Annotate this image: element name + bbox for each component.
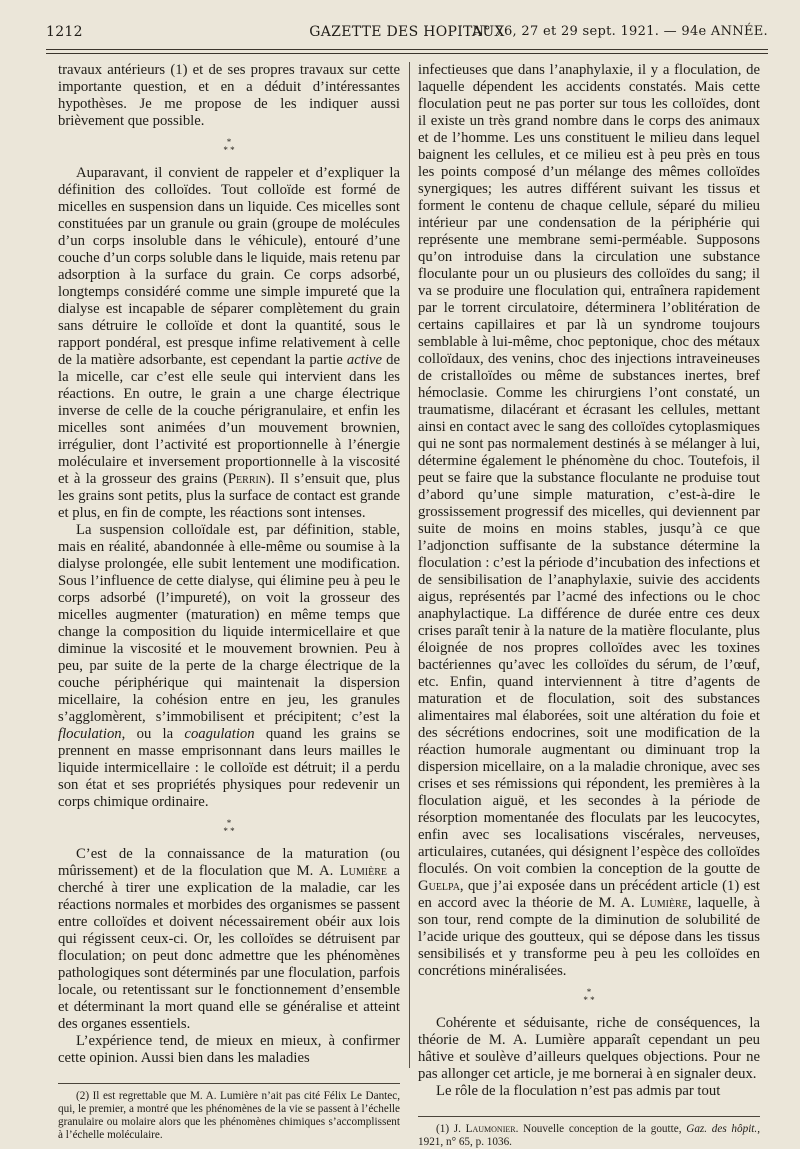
- asterism-bottom: * *: [583, 995, 595, 1005]
- italic-term: coagulation: [184, 726, 255, 742]
- asterism-top: *: [226, 137, 232, 147]
- text-run: , que j’ai exposée dans un précédent article (1) est en accord avec la théorie de M. A.: [418, 878, 760, 911]
- paragraph: L’expérience tend, de mieux en mieux, à confirmer cette opinion. Aussi bien dans les maladies: [58, 1033, 400, 1066]
- author-name: Lumière: [339, 863, 388, 879]
- paragraph: [58, 522, 400, 811]
- footnote-rule: [58, 1083, 400, 1084]
- text-run: La suspension colloïdale est, par définition, stable, mais en réalité, abandonnée à elle-même ou soumise à la dialyse prolongée, elle subit lentement une modification. Sous l’influence de cette dialyse, qui élimine peu à peu le corps adsorbé (l’impureté), on voit la grosseur des micelles augmenter (maturation) en même temps que change la composition du liquide intermicellaire et que diminue la viscosité et le mouvement brownien. Peu à peu, par suite de la perte de la charge électrique de la couche périphérique qui maintenait la dispersion micellaire, la cohésion entre en jeu, les granules s’agglomèrent, s’immobilisent et précipitent; c’est la: [58, 522, 400, 725]
- journal-title: GAZETTE DES HOPITAUX: [309, 24, 505, 40]
- asterism: [418, 988, 760, 1004]
- asterism-bottom: * *: [223, 145, 235, 155]
- page-number: 1212: [46, 24, 83, 40]
- text-run: (1) J.: [436, 1123, 466, 1135]
- journal-abbrev: Gaz. des hôpit.: [686, 1123, 758, 1135]
- author-name: Laumonier: [465, 1123, 516, 1135]
- page-header: [46, 24, 768, 46]
- text-run: de la micelle, car c’est elle seule qui intervient dans les réactions. En outre, le grain a une charge électrique inverse de celle de la couche périgranulaire, et enfin les micelles sont animées d’un mouvement brownien, irrégulier, dont l’activité est proportionnelle à l’énergie moléculaire et inversement proportionnelle à la viscosité et à la grosseur des grains (: [58, 352, 400, 487]
- paragraph: travaux antérieurs (1) et de ses propres travaux sur cette importante question, et en a déduit d’intéressantes hypothèses. Je me propose de les indiquer aussi brièvement que possible.: [58, 62, 400, 129]
- paragraph: Cohérente et séduisante, riche de conséquences, la théorie de M. A. Lumière apparaît cependant un peu hâtive et soulève d’ailleurs quelques objections. Pour ne pas allonger cet article, je me bornerai à en signaler deux.: [418, 1015, 760, 1082]
- column-separator: [409, 62, 410, 1068]
- right-column: [418, 62, 760, 1149]
- paragraph: [58, 846, 400, 1033]
- author-name: Perrin: [227, 471, 267, 487]
- footnote: (2) Il est regrettable que M. A. Lumière n’ait pas cité Félix Le Dantec, qui, le premier, a montré que les phénomènes de la vie se passent à l’échelle granulaire ou molaire alors que les phénomènes chimiques s’accomplissent à l’échelle moléculaire.: [58, 1090, 400, 1141]
- left-column: [58, 62, 400, 1142]
- text-run: quand les grains se prennent en masse emprisonnant dans leurs mailles le liquide intermicellaire : le colloïde est détruit; il a perdu son état et ses propriétés physiques pour redevenir un corps chimique ordinaire.: [58, 726, 400, 810]
- text-run: , 1921, n° 65, p. 1036.: [418, 1123, 761, 1148]
- paragraph: [58, 165, 400, 522]
- text-run: , ou la: [121, 726, 185, 742]
- text-run: C’est de la connaissance de la maturation (ou mûrissement) et de la floculation que M. A.: [58, 846, 400, 879]
- text-run: , laquelle, à son tour, rend compte de la diminution de solubilité de l’acide urique des goutteux, qui se dépose dans les tissus sensibilisés et y transforme peu à peu les colloïdes en concrétions minéralisées.: [418, 895, 760, 979]
- asterism: [58, 819, 400, 835]
- asterism-bottom: * *: [223, 826, 235, 836]
- issue-info: N° 76, 27 et 29 sept. 1921. — 94e ANNÉE.: [472, 24, 768, 39]
- text-run: Auparavant, il convient de rappeler et d’expliquer la définition des colloïdes. Tout colloïde est formé de micelles en suspension dans un liquide. Ces micelles sont constituées par un granule ou grain (groupe de molécules d’un corps insoluble dans le véhicule), entouré d’une couche d’un corps soluble dans le liquide, mais retenu par adsorption à la surface du grain. Ce corps adsorbé, longtemps considéré comme une simple impureté que la dialyse est incapable de séparer complètement du grain sans détruire le colloïde et dont la quantité, sous le rapport pondéral, est presque infime relativement à celle de la matière adsorbante, est cependant la partie: [58, 165, 400, 368]
- text-run: . Nouvelle conception de la goutte,: [515, 1123, 687, 1135]
- text-run: infectieuses que dans l’anaphylaxie, il y a floculation, de laquelle dépendent les accidents constatés. Mais cette floculation peut ne pas porter sur tous les colloïdes, dont il existe un très grand nombre dans le corps des animaux et de l’homme. Les uns constituent le milieu dans lequel baignent les cellules, et ce milieu est à peu près en tous les points composé d’un mélange des mêmes colloïdes synergiques; les autres différent suivant les tissus et forment le contenu de chaque cellule, séparé du milieu intérieur par une condensation de la périphérie qui représente une membrane semi-perméable. Supposons qu’on introduise dans la circulation une substance floculante pour un ou plusieurs des colloïdes du sang; il va se produire une floculation qui, entraînera rapidement par le torrent circulatoire, déterminera l’oblitération de certains capillaires et par là un syndrome toujours semblable à lui-même, choc peptonique, choc des métaux colloïdaux, des venins, choc des injections intraveineuses de cristalloïdes ou même de substances inertes, bref hémoclasie. Comme les chirurgiens l’ont constaté, un traumatisme, dilacérant et écrasant les cellules, mettant ainsi en contact avec le sang des colloïdes cytoplasmiques qui ne sont pas normalement destinés à se mélanger à lui, détermine également le phénomène du choc. Toutefois, il peut se faire que la substance floculante ne produise tout d’abord qu’une simple maturation, c’est-à-dire le grossissement progressif des micelles, qui deviennent par suite de moins en moins stables, jusqu’à ce que l’adjonction suffisante de la substance détermine la floculation : c’est la période d’incubation des infections et de sensibilisation de l’anaphylaxie, suivie des accidents aigus, représentés par l’acmé des infections ou le choc anaphylactique. La différence de durée entre ces deux crises paraît tenir à la nature de la matière floculante, plus éloignée de nos propres colloïdes avec les toxines bactériennes qu’avec les colloïdes du sérum, de l’œuf, etc. Enfin, quand interviennent à titre d’agents de maturation et de floculation, soit des substances alimentaires mal élaborées, soit une altération du foie et des sécrétions endocrines, soit une modification de la réaction humorale augmentant ou diminuant trop la dispersion micellaire, on a la maladie chronique, avec ses crises et ses rémissions qui répondent, les premières à la floculation aiguë, et les secondes à la période de résorption momentanée des floculats par les leucocytes, enfin avec ses localisations viscérales, nerveuses, articulaires, cutanées, qui désignent l’espèce des colloïdes floculés. On voit combien la conception de la goutte de: [418, 62, 760, 877]
- asterism: [58, 138, 400, 154]
- text-run: ). Il s’ensuit que, plus les grains sont petits, plus la surface de contact est grande et plus, en fin de compte, les réactions sont intenses.: [58, 471, 400, 521]
- author-name: Lumière: [640, 895, 688, 911]
- header-rule-thin: [46, 53, 768, 54]
- footnote: [418, 1123, 760, 1149]
- italic-term: floculation: [58, 726, 122, 742]
- header-rule: [46, 49, 768, 50]
- text-run: a cherché à tirer une explication de la maladie, car les réactions normales et morbides des organismes se passent entre colloïdes et doivent nécessairement obéir aux lois qui régissent ceux-ci. Or, les colloïdes se détruisent par floculation; on peut donc admettre que les phénomènes pathologiques sont déterminés par une floculation, parfois locale, ou retentissant sur le fonctionnement d’ensemble et déterminant la mort quand elle se généralise et atteint des organes essentiels.: [58, 863, 400, 1032]
- italic-term: active: [346, 352, 382, 368]
- paragraph: [418, 62, 760, 980]
- asterism-top: *: [226, 818, 232, 828]
- author-name: Guelpa: [418, 878, 460, 894]
- footnote-rule: [418, 1116, 760, 1117]
- paragraph: Le rôle de la floculation n’est pas admis par tout: [436, 1083, 721, 1099]
- asterism-top: *: [586, 987, 592, 997]
